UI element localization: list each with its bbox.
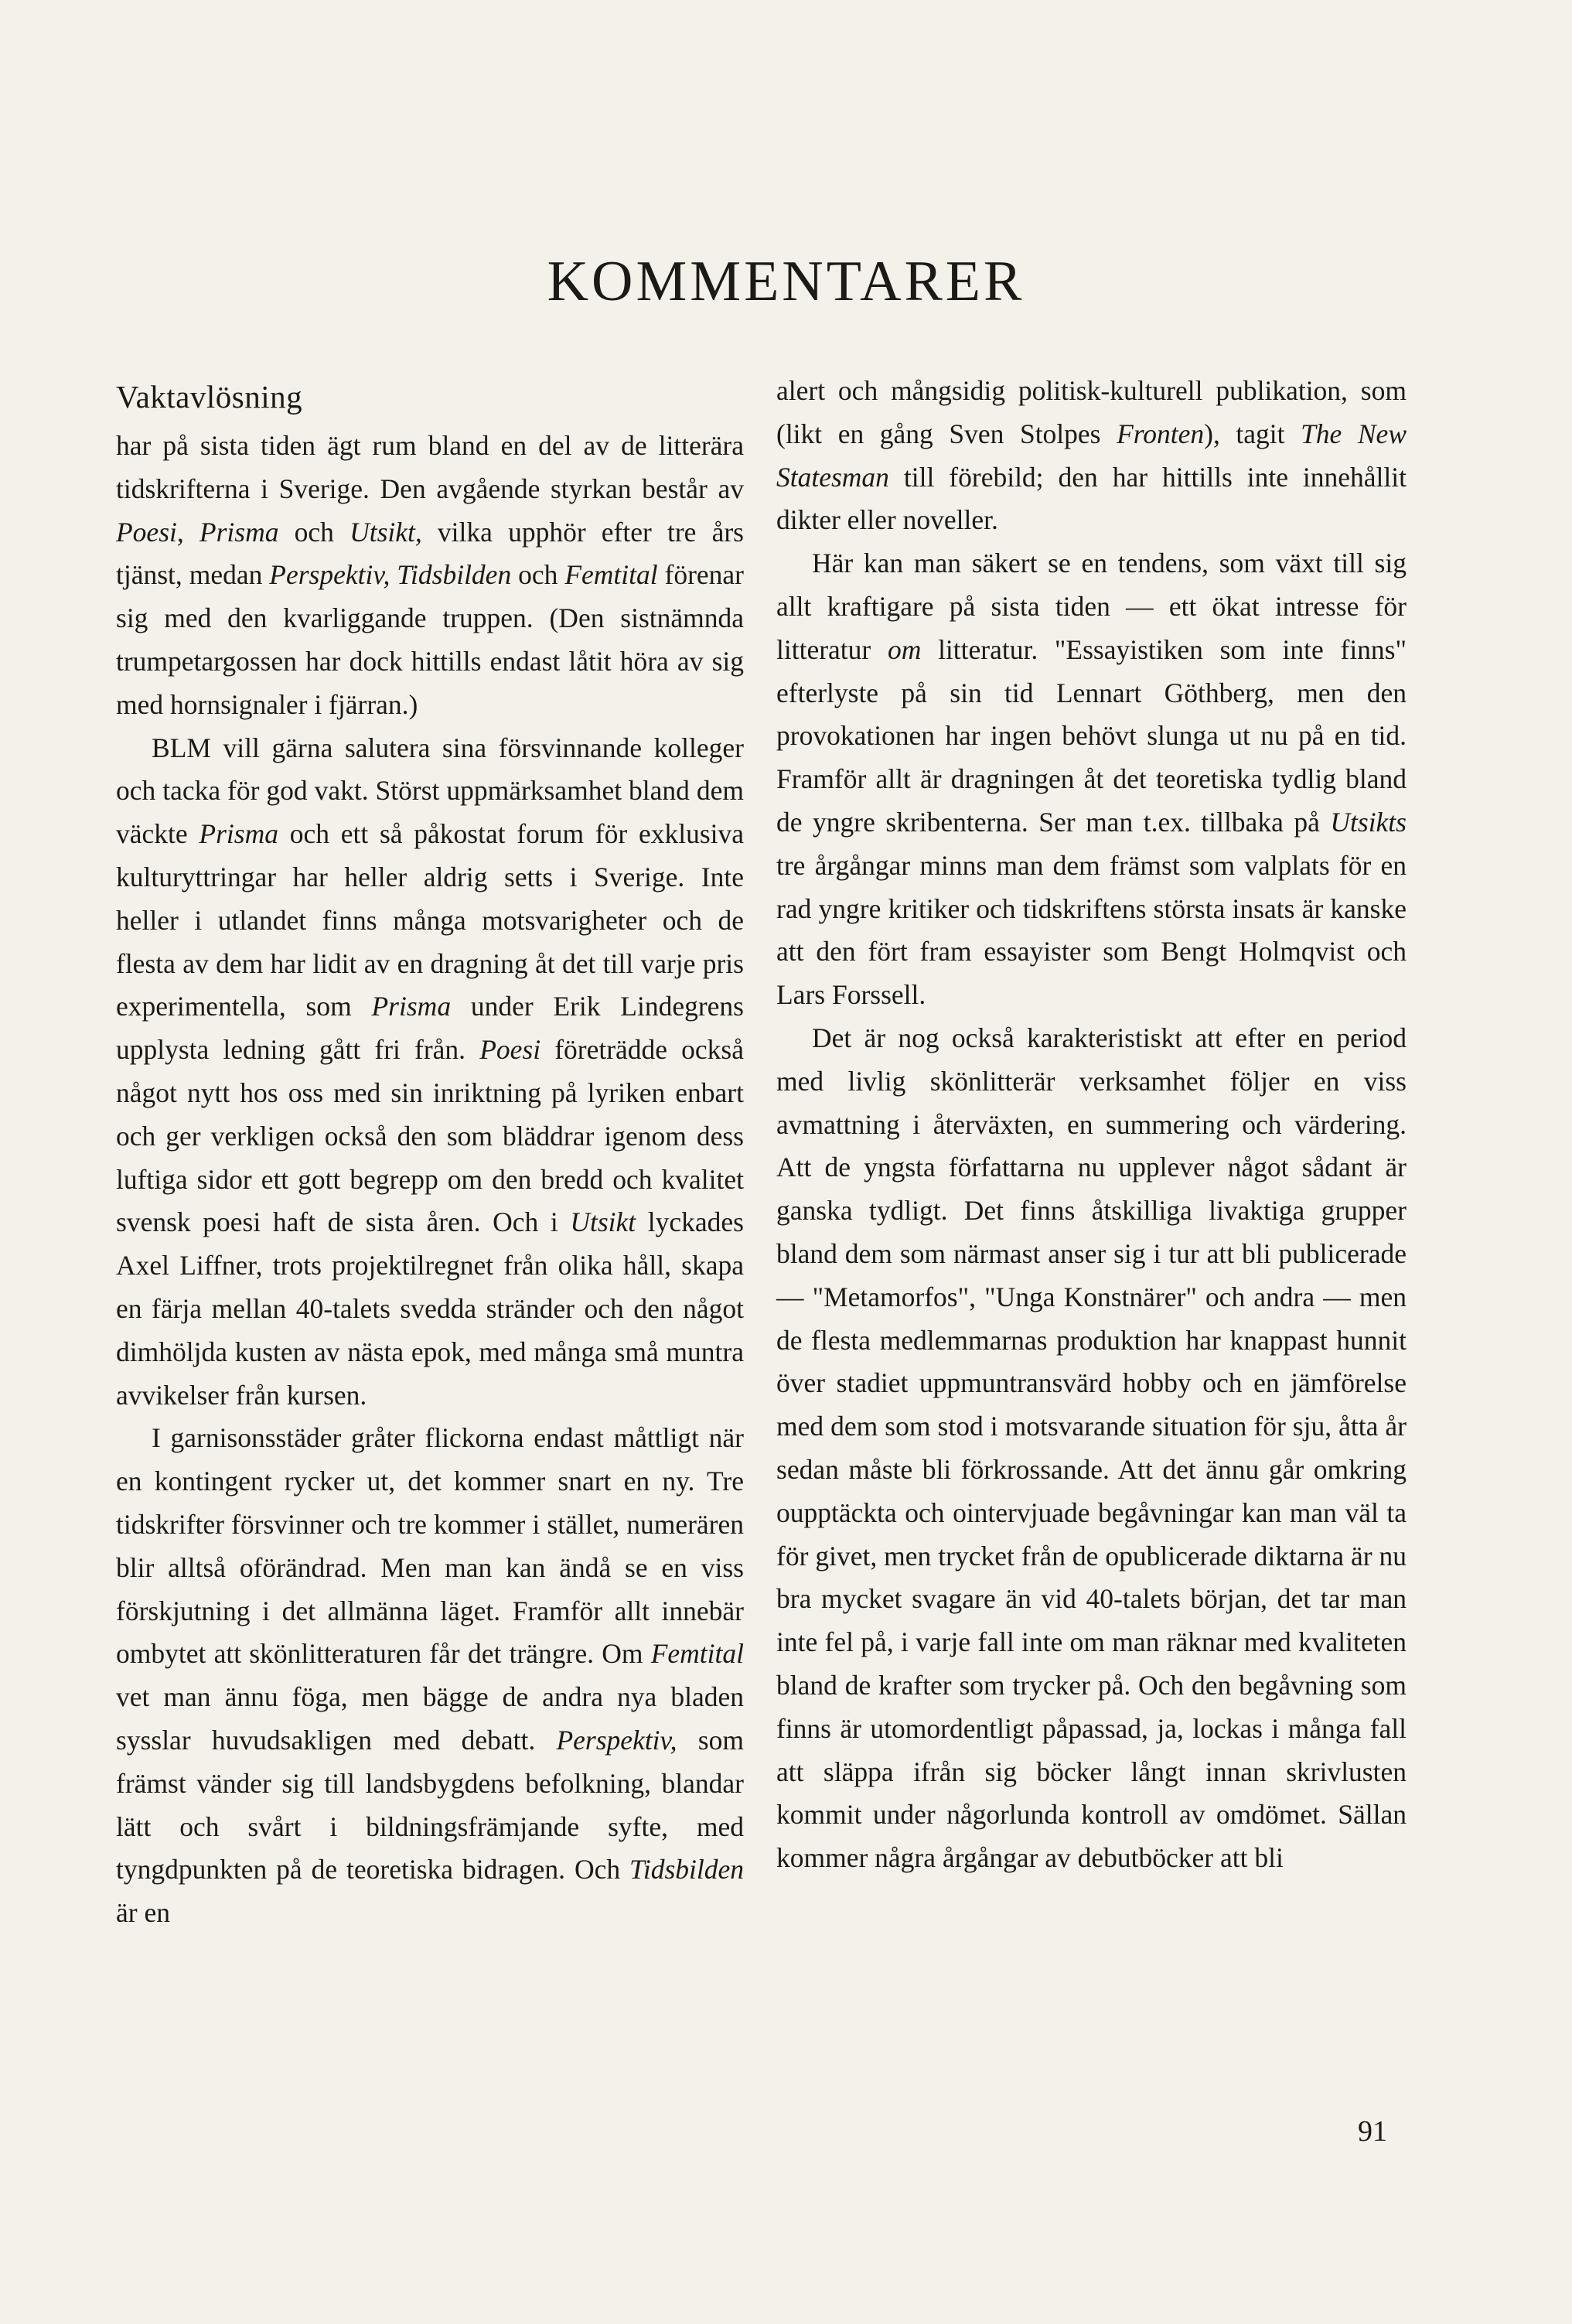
text-run: vilka upphör efter tre års tjänst, medan: [116, 516, 744, 591]
text-run: Här kan man säkert se en tendens, som växt till sig allt kraftigare på sista tiden — ett ökat intresse för litteratur: [776, 548, 1407, 665]
paragraph-6: Det är nog också karakteristiskt att efter en period med livlig skönlitterär verksamhet följer en viss avmattning i återväxten, en summering och värdering. Att de yngsta författarna nu upplever något sådant är ganska tydligt. Det finns åtskilliga livaktiga grupper bland dem som närmast anser sig i tur att bli publicerade — "Metamorfos", "Unga Konstnärer" och andra — men de flesta medlemmarnas produktion har knappast hunnit över stadiet uppmuntransvärd hobby och en jämförelse med dem som stod i motsvarande situation för sju, åtta år sedan måste bli förkrossande. Att det ännu går omkring oupptäckta och ointervjuade begåvningar kan man väl ta för givet, men trycket från de opublicerade diktarna är nu bra mycket svagare än vid 40-talets början, det tar man inte fel på, i varje fall inte om man räknar med kvaliteten bland de krafter som trycker på. Och den begåvning som finns är utomordentligt påpassad, ja, lockas i många fall att släppa ifrån sig böcker långt innan skrivlusten kommit under någorlunda kontroll av omdömet. Sällan kommer några årgångar av debutböcker att bli: [776, 1022, 1407, 1874]
paragraph-3: [116, 1417, 744, 1935]
paragraph-5: [776, 542, 1407, 1017]
text-run: under Erik Lindegrens upplysta ledning gått fri från.: [116, 991, 744, 1066]
text-run: lyckades Axel Liffner, trots projektilregnet från olika håll, skapa en färja mellan 40-talets svedda stränder och den något dimhöljda kusten av nästa epok, med många små muntra avvikelser från kursen.: [116, 1206, 744, 1411]
text-run: som främst vänder sig till landsbygdens befolkning, blandar lätt och svårt i bildningsfrämjande syfte, med tyngdpunkten på de teoretiska bidragen. Och: [116, 1724, 744, 1885]
text-run: I garnisonsstäder gråter flickorna endast måttligt när en kontingent rycker ut, det kommer snart en ny. Tre tidskrifter försvinner och tre kommer i stället, numerären blir alltså oförändrad. Men man kan ändå se en viss förskjutning i det allmänna läget. Framför allt innebär ombytet att skönlitteraturen får det trängre. Om: [116, 1422, 744, 1670]
text-run: och: [511, 559, 565, 591]
italic-title: Poesi, Prisma: [116, 516, 279, 548]
italic-title: Prisma: [199, 818, 278, 850]
paragraph-1: [116, 425, 744, 727]
italic-title: Femtital: [650, 1638, 744, 1670]
page-title: KOMMENTARER: [547, 250, 1025, 313]
paragraph-4: [776, 370, 1407, 542]
italic-word: om: [887, 633, 922, 665]
text-run: är en: [116, 1897, 170, 1929]
italic-title: Utsikt,: [350, 516, 422, 548]
italic-title: Poesi: [479, 1034, 541, 1066]
text-run: har på sista tiden ägt rum bland en del av de litterära tidskrifterna i Sverige. Den avgående styrkan består av: [116, 430, 744, 504]
italic-title: The New Statesman: [776, 418, 1407, 493]
right-column: [776, 370, 1407, 1880]
italic-title: Utsikts: [1330, 806, 1407, 838]
italic-title: Fronten: [1117, 418, 1205, 449]
text-run: till förebild; den har hittills inte innehållit dikter eller noveller.: [776, 461, 1407, 536]
text-run: förenar sig med den kvarliggande truppen. (Den sistnämnda trumpetargossen har dock hittills endast låtit höra av sig med hornsignaler i fjärran.): [116, 559, 744, 720]
text-run: alert och mångsidig politisk-kulturell publikation, som (likt en gång Sven Stolpes: [776, 375, 1407, 449]
paragraph-2: [116, 727, 744, 1418]
italic-title: Tidsbilden: [629, 1854, 744, 1885]
italic-title: Perspektiv, Tidsbilden: [269, 559, 512, 591]
text-run: företrädde också något nytt hos oss med sin inriktning på lyriken enbart och ger verkligen också den som bläddrar igenom dess luftiga sidor ett gott begrepp om den bredd och kvalitet svensk poesi haft de sista åren. Och i: [116, 1034, 744, 1238]
text-run: litteratur. "Essayistiken som inte finns" efterlyste på sin tid Lennart Göthberg, men den provokationen har ingen behövt slunga ut nu på en tid. Framför allt är dragningen åt det teoretiska tydlig bland de yngre skribenterna. Ser man t.ex. tillbaka på: [776, 633, 1407, 838]
text-run: BLM vill gärna salutera sina försvinnande kolleger och tacka för god vakt. Störst uppmärksamhet bland dem väckte: [116, 732, 744, 850]
text-run: ), tagit: [1204, 418, 1301, 449]
page-number: 91: [1358, 2115, 1387, 2148]
italic-title: Femtital: [564, 559, 658, 591]
section-heading: Vaktavlösning: [116, 379, 303, 415]
italic-title: Perspektiv,: [556, 1724, 677, 1756]
text-run: vet man ännu föga, men bägge de andra nya bladen sysslar huvudsakligen med debatt.: [116, 1681, 744, 1756]
text-run: tre årgångar minns man dem främst som valplats för en rad yngre kritiker och tidskriftens största insats är kanske att den fört fram essayister som Bengt Holmqvist och Lars Forssell.: [776, 849, 1407, 1011]
italic-title: Prisma: [371, 991, 452, 1022]
text-run: och: [278, 516, 350, 548]
left-column: [116, 375, 744, 1935]
text-run: och ett så påkostat forum för exklusiva kulturyttringar har heller aldrig setts i Sverige. Inte heller i utlandet finns många motsvarigheter och de flesta av dem har lidit av en dragning åt det till varje pris experimentella, som: [116, 818, 744, 1022]
italic-title: Utsikt: [570, 1206, 636, 1238]
